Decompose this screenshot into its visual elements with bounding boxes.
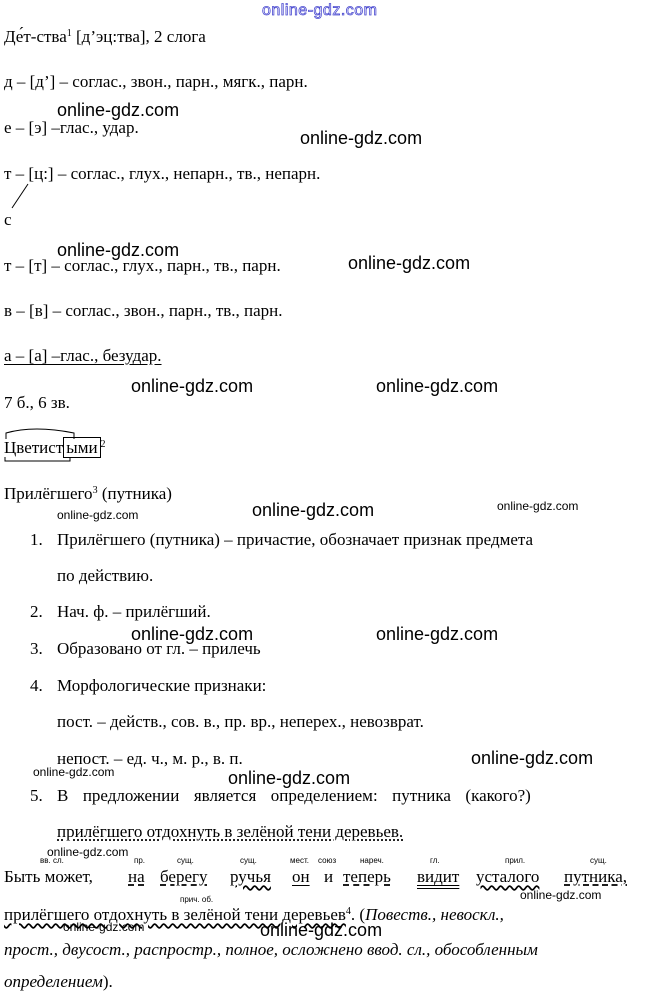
watermark: online-gdz.com bbox=[33, 765, 115, 779]
watermark: online-gdz.com bbox=[300, 128, 423, 148]
watermark: online-gdz.com bbox=[131, 624, 254, 644]
morph-heading-word: Прилёгшего bbox=[4, 484, 93, 503]
phonetic-row-v: в – [в] – соглас., звон., парн., тв., парн. bbox=[4, 301, 283, 320]
label-sush-1: сущ. bbox=[177, 856, 194, 865]
label-narech: нареч. bbox=[360, 856, 384, 865]
syn-w10: путника, bbox=[564, 867, 628, 886]
item-4-nonconst: непост. – ед. ч., м. р., в. п. bbox=[57, 749, 243, 768]
stem-bracket bbox=[4, 457, 114, 463]
morphemic-ending: ыми bbox=[63, 437, 100, 458]
morphemic-stem bbox=[4, 438, 63, 458]
footnote-2: 2 bbox=[100, 439, 106, 450]
label-gl: гл. bbox=[430, 856, 440, 865]
footnote-3: 3 bbox=[92, 485, 98, 496]
label-vv-sl: вв. сл. bbox=[40, 856, 64, 865]
phonetic-row-s: с bbox=[4, 210, 12, 229]
item-4-text: Морфологические признаки: bbox=[57, 676, 267, 695]
syn-line4-end: ). bbox=[102, 972, 113, 991]
phonetic-row-d: д – [д’] – соглас., звон., парн., мягк., парн. bbox=[4, 72, 308, 91]
syn-w4: ручья bbox=[230, 867, 271, 886]
syn-w1: Быть может, bbox=[4, 867, 93, 886]
footnote-1: 1 bbox=[66, 28, 72, 39]
watermark: online-gdz.com bbox=[228, 768, 351, 788]
morphemic-word bbox=[4, 438, 106, 458]
phonetic-row-e: е – [э] –глас., удар. bbox=[4, 118, 139, 137]
watermark: online-gdz.com bbox=[131, 376, 254, 396]
phonetic-row-t2: т – [т] – соглас., глух., парн., тв., парн. bbox=[4, 256, 281, 275]
phonetic-row-a: а – [а] –глас., безудар. bbox=[4, 346, 162, 365]
morph-heading-rest: (путника) bbox=[101, 484, 172, 503]
watermark: online-gdz.com bbox=[252, 500, 375, 520]
watermark: online-gdz.com bbox=[376, 376, 499, 396]
label-sush-3: сущ. bbox=[590, 856, 607, 865]
label-pril: прил. bbox=[505, 856, 526, 865]
phonetic-heading bbox=[4, 27, 206, 47]
item-5-text-cont: прилёгшего отдохнуть в зелёной тени деревьев. bbox=[57, 822, 404, 841]
syn-w7: теперь bbox=[343, 867, 391, 886]
phonetic-summary: 7 б., 6 зв. bbox=[4, 393, 70, 412]
stem-text: Цветист bbox=[4, 438, 64, 457]
syn-line2-char: Повеств., невоскл., bbox=[365, 905, 504, 924]
syn-w3: берегу bbox=[160, 867, 208, 886]
watermark: online-gdz.com bbox=[520, 888, 602, 902]
watermark-top: online-gdz.com bbox=[262, 2, 378, 19]
item-3-num: 3. bbox=[30, 639, 43, 658]
item-2-num: 2. bbox=[30, 602, 43, 621]
label-pr: пр. bbox=[134, 856, 146, 865]
syn-w6: и bbox=[324, 867, 334, 886]
item-4-const: пост. – действ., сов. в., пр. вр., неперех., невозврат. bbox=[57, 712, 424, 731]
syn-line4 bbox=[4, 972, 113, 992]
item-5-text: В предложении является определением: путника (какого?) bbox=[57, 786, 531, 805]
morph-heading bbox=[4, 484, 172, 504]
watermark: online-gdz.com bbox=[260, 920, 383, 940]
item-1-text: Прилёгшего (путника) – причастие, обозначает признак предмета bbox=[57, 530, 534, 549]
watermark: online-gdz.com bbox=[471, 748, 594, 768]
item-2-text: Нач. ф. – прилёгший. bbox=[57, 602, 211, 621]
syn-w9: усталого bbox=[476, 867, 540, 886]
root-arc bbox=[4, 428, 84, 440]
syn-w2: на bbox=[128, 867, 145, 886]
item-1-text-cont: по действию. bbox=[57, 566, 154, 585]
watermark: online-gdz.com bbox=[47, 845, 129, 859]
watermark: online-gdz.com bbox=[63, 920, 145, 934]
label-mest: мест. bbox=[290, 856, 309, 865]
item-5-num: 5. bbox=[30, 786, 43, 805]
watermark: online-gdz.com bbox=[348, 253, 471, 273]
item-4-num: 4. bbox=[30, 676, 43, 695]
syn-participle-phrase: прилёгшего отдохнуть в зелёной тени деревьев bbox=[4, 905, 346, 924]
phonetic-transcription: [д’эц:тва], 2 слога bbox=[76, 27, 206, 46]
label-sush-2: сущ. bbox=[240, 856, 257, 865]
label-soyuz: союз bbox=[318, 856, 337, 865]
item-3-text: Образовано от гл. – прилечь bbox=[57, 639, 261, 658]
syn-line3: прост., двусост., распростр., полное, осложнено ввод. сл., обособленным bbox=[4, 940, 538, 959]
watermark: online-gdz.com bbox=[57, 508, 139, 522]
syn-line2-punct: . ( bbox=[350, 905, 366, 924]
syn-w5: он bbox=[292, 867, 310, 886]
label-prich-ob: прич. об. bbox=[180, 895, 214, 904]
watermark: online-gdz.com bbox=[57, 240, 180, 260]
item-1-num: 1. bbox=[30, 530, 43, 549]
syn-w8: видит bbox=[417, 867, 460, 886]
merge-stroke bbox=[6, 180, 36, 210]
phonetic-row-t: т – [ц:] – соглас., глух., непарн., тв., непарн. bbox=[4, 164, 321, 183]
phonetic-word: Де́т-ства bbox=[4, 27, 67, 46]
watermark: online-gdz.com bbox=[376, 624, 499, 644]
footnote-4: 4 bbox=[345, 906, 351, 917]
syn-line4-word: определением bbox=[4, 972, 103, 991]
watermark: online-gdz.com bbox=[497, 499, 579, 513]
watermark: online-gdz.com bbox=[57, 100, 180, 120]
